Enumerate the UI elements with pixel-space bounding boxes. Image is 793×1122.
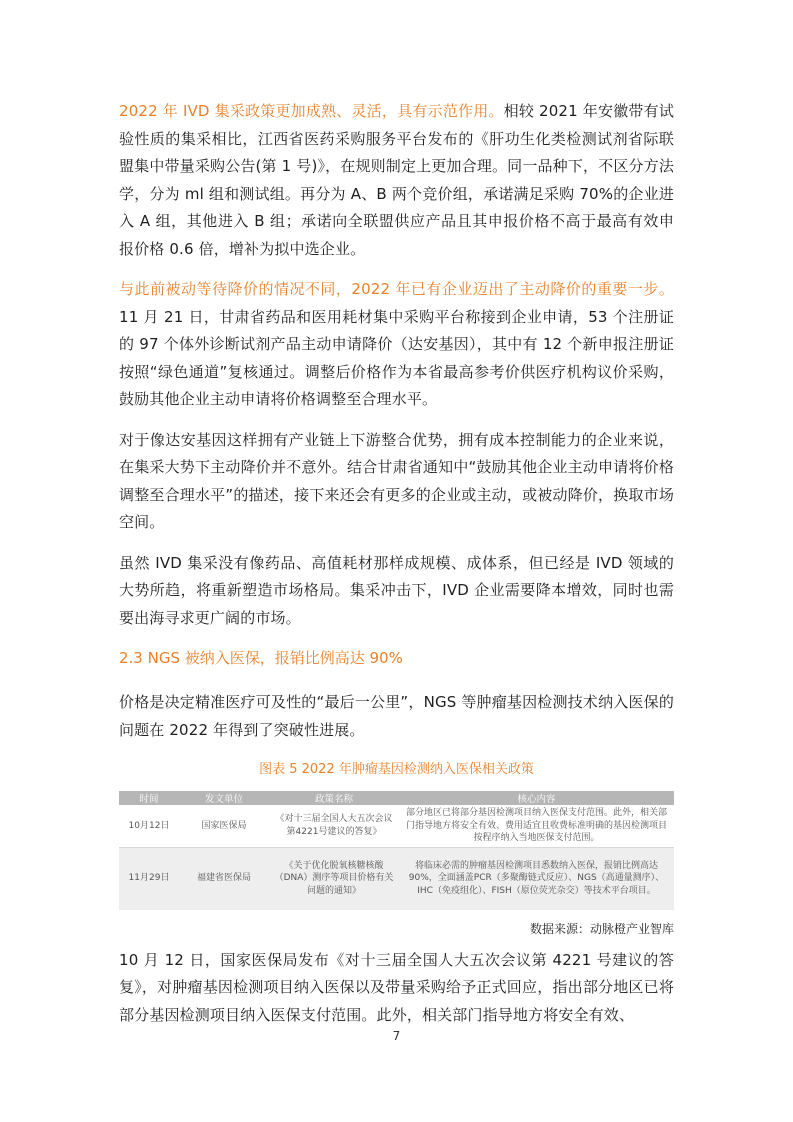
paragraph-text: 11 月 21 日，甘肃省药品和医用耗材集中采购平台称接到企业申请，53 个注册证的 97 个体外诊断试剂产品主动申请降价（达安基因），其中有 12 个新申报注册证按照“绿色通道”复核通过。调整后价格作为本省最高参考价供医疗机构议价采购，鼓励其他企业主动申请将价格调整至合理水平。	[119, 307, 674, 408]
paragraph-price-cut	[119, 276, 674, 414]
highlight-text: 2022 年 IVD 集采政策更加成熟、灵活，具有示范作用。	[119, 102, 504, 120]
table-row	[119, 847, 674, 910]
paragraph-ngs-intro: 价格是决定精准医疗可及性的“最后一公里”，NGS 等肿瘤基因检测技术纳入医保的问题在 2022 年得到了突破性进展。	[119, 693, 674, 739]
cell-issuer: 国家医保局	[179, 805, 269, 847]
table-header-row	[119, 791, 674, 805]
cell-policy: 《关于优化脱氧核糖核酸（DNA）测序等项目价格有关问题的通知》	[269, 847, 399, 910]
cell-date: 11月29日	[119, 847, 179, 910]
paragraph-daan-gene: 对于像达安基因这样拥有产业链上下游整合优势，拥有成本控制能力的企业来说，在集采大势下主动降价并不意外。结合甘肃省通知中“鼓励其他企业主动申请将价格调整至合理水平”的描述，接下来还会有更多的企业或主动，或被动降价，换取市场空间。	[119, 430, 674, 531]
paragraph-nhsa-reply: 10 月 12 日，国家医保局发布《对十三届全国人大五次会议第 4221 号建议的答复》，对肿瘤基因检测项目纳入医保以及带量采购给予正式回应，指出部分地区已将部分基因检测项目纳入医保支付范围。此外，相关部门指导地方将安全有效、	[119, 950, 674, 1024]
cell-issuer: 福建省医保局	[179, 847, 269, 910]
document-page	[119, 96, 674, 1042]
page-number: 7	[392, 1029, 401, 1043]
policy-table	[119, 791, 674, 910]
paragraph-ivd-policy	[119, 98, 674, 263]
table-header: 政策名称	[269, 791, 399, 805]
section-heading: 2.3 NGS 被纳入医保，报销比例高达 90%	[119, 649, 403, 667]
cell-content: 将临床必需的肿瘤基因检测项目悉数纳入医保，报销比例高达90%，全面涵盖PCR（多聚酶链式反应）、NGS（高通量测序）、IHC（免疫组化）、FISH（原位荧光杂交）等技术平台项目。	[399, 847, 674, 910]
cell-date: 10月12日	[119, 805, 179, 847]
table-header: 时间	[119, 791, 179, 805]
table-row	[119, 805, 674, 847]
table-header: 发文单位	[179, 791, 269, 805]
highlight-text: 与此前被动等待降价的情况不同，2022 年已有企业迈出了主动降价的重要一步。	[119, 280, 674, 298]
cell-content: 部分地区已将部分基因检测项目纳入医保支付范围。此外，相关部门指导地方将安全有效、费用适宜且收费标准明确的基因检测项目按程序纳入当地医保支付范围。	[399, 805, 674, 847]
paragraph-ivd-trend: 虽然 IVD 集采没有像药品、高值耗材那样成规模、成体系，但已经是 IVD 领域的大势所趋，将重新塑造市场格局。集采冲击下，IVD 企业需要降本增效，同时也需要出海寻求更广阔的市场。	[119, 553, 674, 627]
table-header: 核心内容	[399, 791, 674, 805]
data-source: 数据来源：动脉橙产业智库	[529, 921, 674, 936]
cell-policy: 《对十三届全国人大五次会议第4221号建议的答复》	[269, 805, 399, 847]
figure-title: 图表 5 2022 年肿瘤基因检测纳入医保相关政策	[259, 762, 534, 777]
paragraph-text: 相较 2021 年安徽带有试验性质的集采相比，江西省医药采购服务平台发布的《肝功生化类检测试剂省际联盟集中带量采购公告(第 1 号)》，在规则制定上更加合理。同一品种下，不区分方法学，分为 ml 组和测试组。再分为 A、B 两个竞价组，承诺满足采购 70%的企业进入 A 组，其他进入 B 组；承诺向全联盟供应产品且其申报价格不高于最高有效申报价格 0.6 倍，增补为拟中选企业。	[119, 102, 675, 258]
